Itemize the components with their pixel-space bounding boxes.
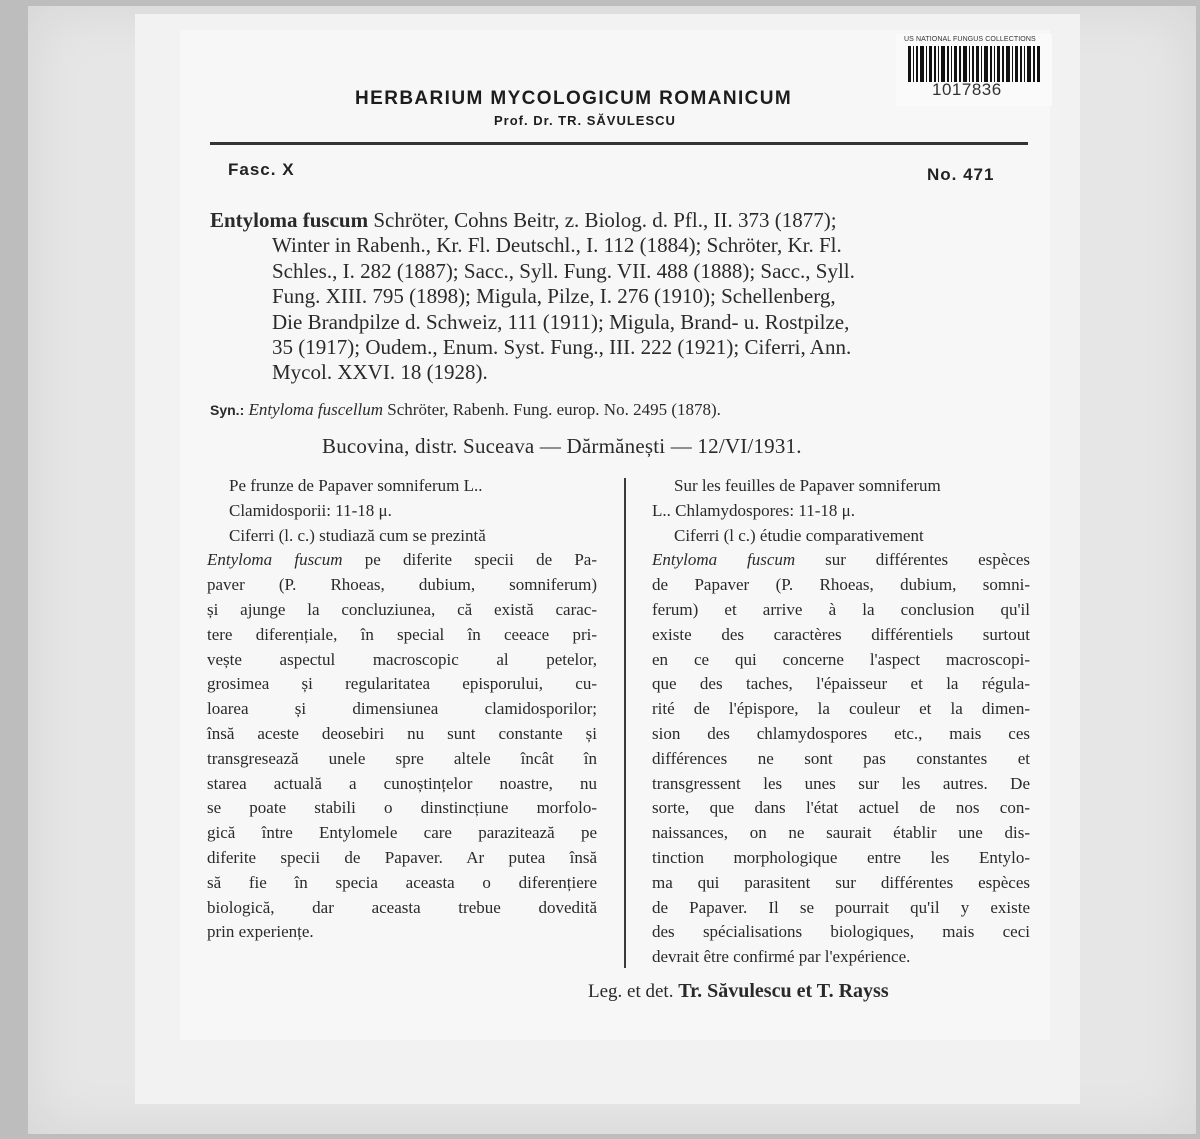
barcode-label (896, 34, 1052, 106)
description-line: starea actuală a cunoștințelor noastre, nu (207, 773, 597, 793)
description-line: Ciferri (l c.) étudie comparativement (674, 525, 924, 545)
citation-line: Die Brandpilze d. Schweiz, 111 (1911); Migula, Brand- u. Rostpilze, (272, 309, 850, 334)
citation-line: Mycol. XXVI. 18 (1928). (272, 360, 488, 385)
description-line: Pe frunze de Papaver somniferum L.. (229, 476, 483, 495)
description-line: sion des chlamydospores etc., mais ces (652, 723, 1030, 743)
citation-line: Entyloma fuscum Schröter, Cohns Beitr, z. Biolog. d. Pfl., II. 373 (1877); (210, 208, 837, 232)
locality-line: Bucovina, distr. Suceava — Dărmănești — 12/VI/1931. (322, 434, 802, 458)
description-line: existe des caractères différentiels surtout (652, 624, 1030, 644)
description-line: Clamidosporii: 11-18 μ. (229, 500, 392, 520)
description-line: de Papaver. Il se pourrait qu'il y existe (652, 897, 1030, 917)
description-line: devrait être confirmé par l'expérience. (652, 947, 911, 967)
description-line: se poate stabili o dinstincțiune morfolo- (207, 798, 597, 818)
specimen-number: No. 471 (927, 165, 995, 184)
herbarium-title: HERBARIUM MYCOLOGICUM ROMANICUM (355, 88, 793, 109)
description-line: en ce qui concerne l'aspect macroscopi- (652, 649, 1030, 669)
description-line: ferum) et arrive à la conclusion qu'il (652, 599, 1030, 619)
citation-line: 35 (1917); Oudem., Enum. Syst. Fung., III. 222 (1921); Ciferri, Ann. (272, 335, 852, 360)
description-line: transgressent les unes sur les autres. De (652, 773, 1030, 793)
fascicle-label: Fasc. X (228, 160, 295, 179)
description-line: paver (P. Rhoeas, dubium, somniferum) (207, 575, 597, 595)
barcode-caption: US NATIONAL FUNGUS COLLECTIONS (904, 36, 1036, 43)
description-line: que des taches, l'épaisseur et la régula- (652, 674, 1030, 694)
description-line: vește aspectul macroscopic al petelor, (207, 649, 597, 669)
herbarium-author: Prof. Dr. TR. SĂVULESCU (494, 113, 676, 128)
description-line: des spécialisations biologiques, mais ceci (652, 922, 1030, 942)
description-line: tinction morphologique entre les Entylo- (652, 847, 1030, 867)
description-line: différences ne sont pas constantes et (652, 748, 1030, 768)
collector-prefix: Leg. et det. (588, 981, 679, 1002)
description-line: Ciferri (l. c.) studiază cum se prezintă (229, 525, 486, 545)
description-line: Entyloma fuscum sur différentes espèces (652, 550, 1030, 570)
description-line: și ajunge la concluziunea, că există carac- (207, 599, 597, 619)
description-line: sorte, que dans l'état actuel de nos con- (652, 798, 1030, 818)
barcode-number: 1017836 (932, 80, 1002, 99)
synonym-label: Syn.: (210, 402, 245, 418)
description-line: grosimea și regularitatea episporului, cu- (207, 674, 597, 694)
header-rule (210, 142, 1028, 145)
description-line: Entyloma fuscum pe diferite specii de Pa- (207, 550, 597, 570)
description-line: ma qui parasitent sur différentes espèces (652, 872, 1030, 892)
description-line: biologică, dar aceasta trebue dovedită (207, 897, 597, 917)
description-line: să fie în specia aceasta o diferențiere (207, 872, 597, 892)
citation-line: Schles., I. 282 (1887); Sacc., Syll. Fung. VII. 488 (1888); Sacc., Syll. (272, 258, 855, 283)
romanian-description (207, 474, 597, 945)
column-divider (624, 478, 626, 968)
species-citation (210, 208, 1030, 386)
description-line: transgresează unele spre altele încât în (207, 748, 597, 768)
description-line: loarea și dimensiunea clamidosporilor; (207, 699, 597, 719)
citation-line: Fung. XIII. 795 (1898); Migula, Pilze, I. 276 (1910); Schellenberg, (272, 284, 836, 309)
barcode-icon (908, 46, 1040, 82)
species-name: Entyloma fuscum (210, 208, 369, 232)
description-line: diferite specii de Papaver. Ar putea însă (207, 847, 597, 867)
description-line: prin experiențe. (207, 922, 314, 942)
french-description (652, 474, 1030, 970)
description-line: de Papaver (P. Rhoeas, dubium, somni- (652, 575, 1030, 595)
description-line: rité de l'épispore, la couleur et la dimen- (652, 699, 1030, 719)
description-line: gică între Entylomele care parazitează pe (207, 823, 597, 843)
description-line: L.. Chlamydospores: 11-18 μ. (652, 500, 856, 520)
synonym-line: Syn.: Entyloma fuscellum Schröter, Rabenh. Fung. europ. No. 2495 (1878). (210, 400, 721, 419)
description-line: tere diferențiale, în special în ceeace pri- (207, 624, 597, 644)
collector-line (588, 980, 889, 1003)
description-line: naissances, on ne saurait établir une dis- (652, 823, 1030, 843)
synonym-name: Entyloma fuscellum (248, 400, 384, 419)
collector-names: Tr. Săvulescu et T. Rayss (678, 980, 889, 1002)
description-line: însă aceste deosebiri nu sunt constante și (207, 723, 597, 743)
citation-line: Winter in Rabenh., Kr. Fl. Deutschl., I. 112 (1884); Schröter, Kr. Fl. (272, 233, 842, 258)
description-line: Sur les feuilles de Papaver somniferum (674, 476, 941, 495)
